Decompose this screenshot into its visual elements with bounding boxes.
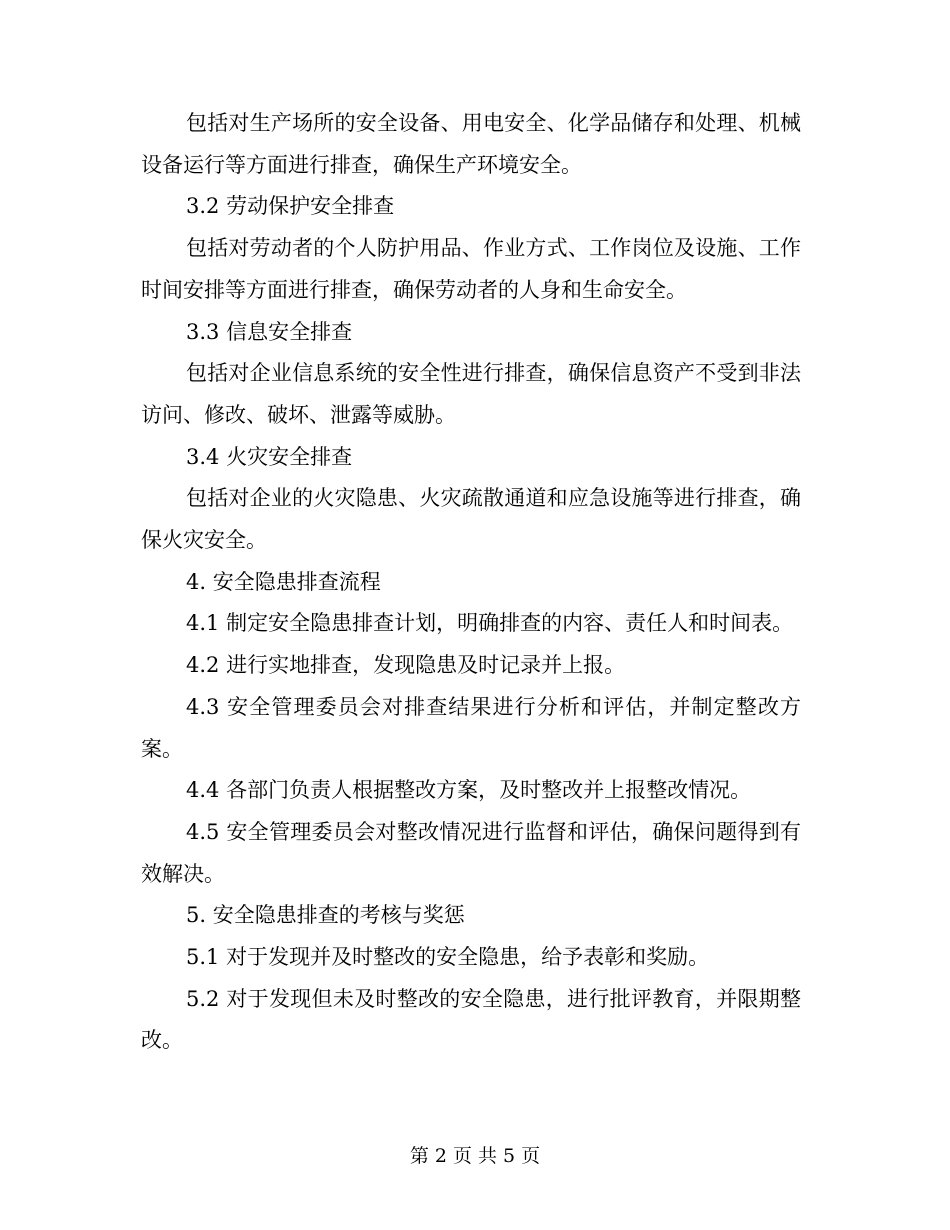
list-item: 5.1 对于发现并及时整改的安全隐患，给予表彰和奖励。 xyxy=(186,945,710,970)
page-number-footer: 第 2 页 共 5 页 xyxy=(409,1145,541,1167)
list-item: 4.1 制定安全隐患排查计划，明确排查的内容、责任人和时间表。 xyxy=(186,611,794,636)
document-body xyxy=(141,103,801,1062)
section-heading: 5. 安全隐患排查的考核与奖惩 xyxy=(186,903,465,928)
paragraph: 包括对生产场所的安全设备、用电安全、化学品储存和处理、机械设备运行等方面进行排查，确保生产环境安全。 xyxy=(141,111,801,177)
list-item: 4.3 安全管理委员会对排查结果进行分析和评估，并制定整改方案。 xyxy=(141,694,801,761)
list-item: 4.4 各部门负责人根据整改方案，及时整改并上报整改情况。 xyxy=(186,778,752,803)
section-heading: 3.2 劳动保护安全排查 xyxy=(186,194,395,219)
list-item: 4.5 安全管理委员会对整改情况进行监督和评估，确保问题得到有效解决。 xyxy=(141,819,801,886)
paragraph: 包括对企业信息系统的安全性进行排查，确保信息资产不受到非法访问、修改、破坏、泄露等威胁。 xyxy=(141,361,801,427)
section-heading: 4. 安全隐患排查流程 xyxy=(186,569,381,594)
list-item: 5.2 对于发现但未及时整改的安全隐患，进行批评教育，并限期整改。 xyxy=(141,986,801,1053)
section-heading: 3.4 火灾安全排查 xyxy=(186,444,353,469)
section-heading: 3.3 信息安全排查 xyxy=(186,319,353,344)
paragraph: 包括对劳动者的个人防护用品、作业方式、工作岗位及设施、工作时间安排等方面进行排查，确保劳动者的人身和生命安全。 xyxy=(141,236,801,302)
list-item: 4.2 进行实地排查，发现隐患及时记录并上报。 xyxy=(186,653,626,678)
paragraph: 包括对企业的火灾隐患、火灾疏散通道和应急设施等进行排查，确保火灾安全。 xyxy=(141,486,801,553)
